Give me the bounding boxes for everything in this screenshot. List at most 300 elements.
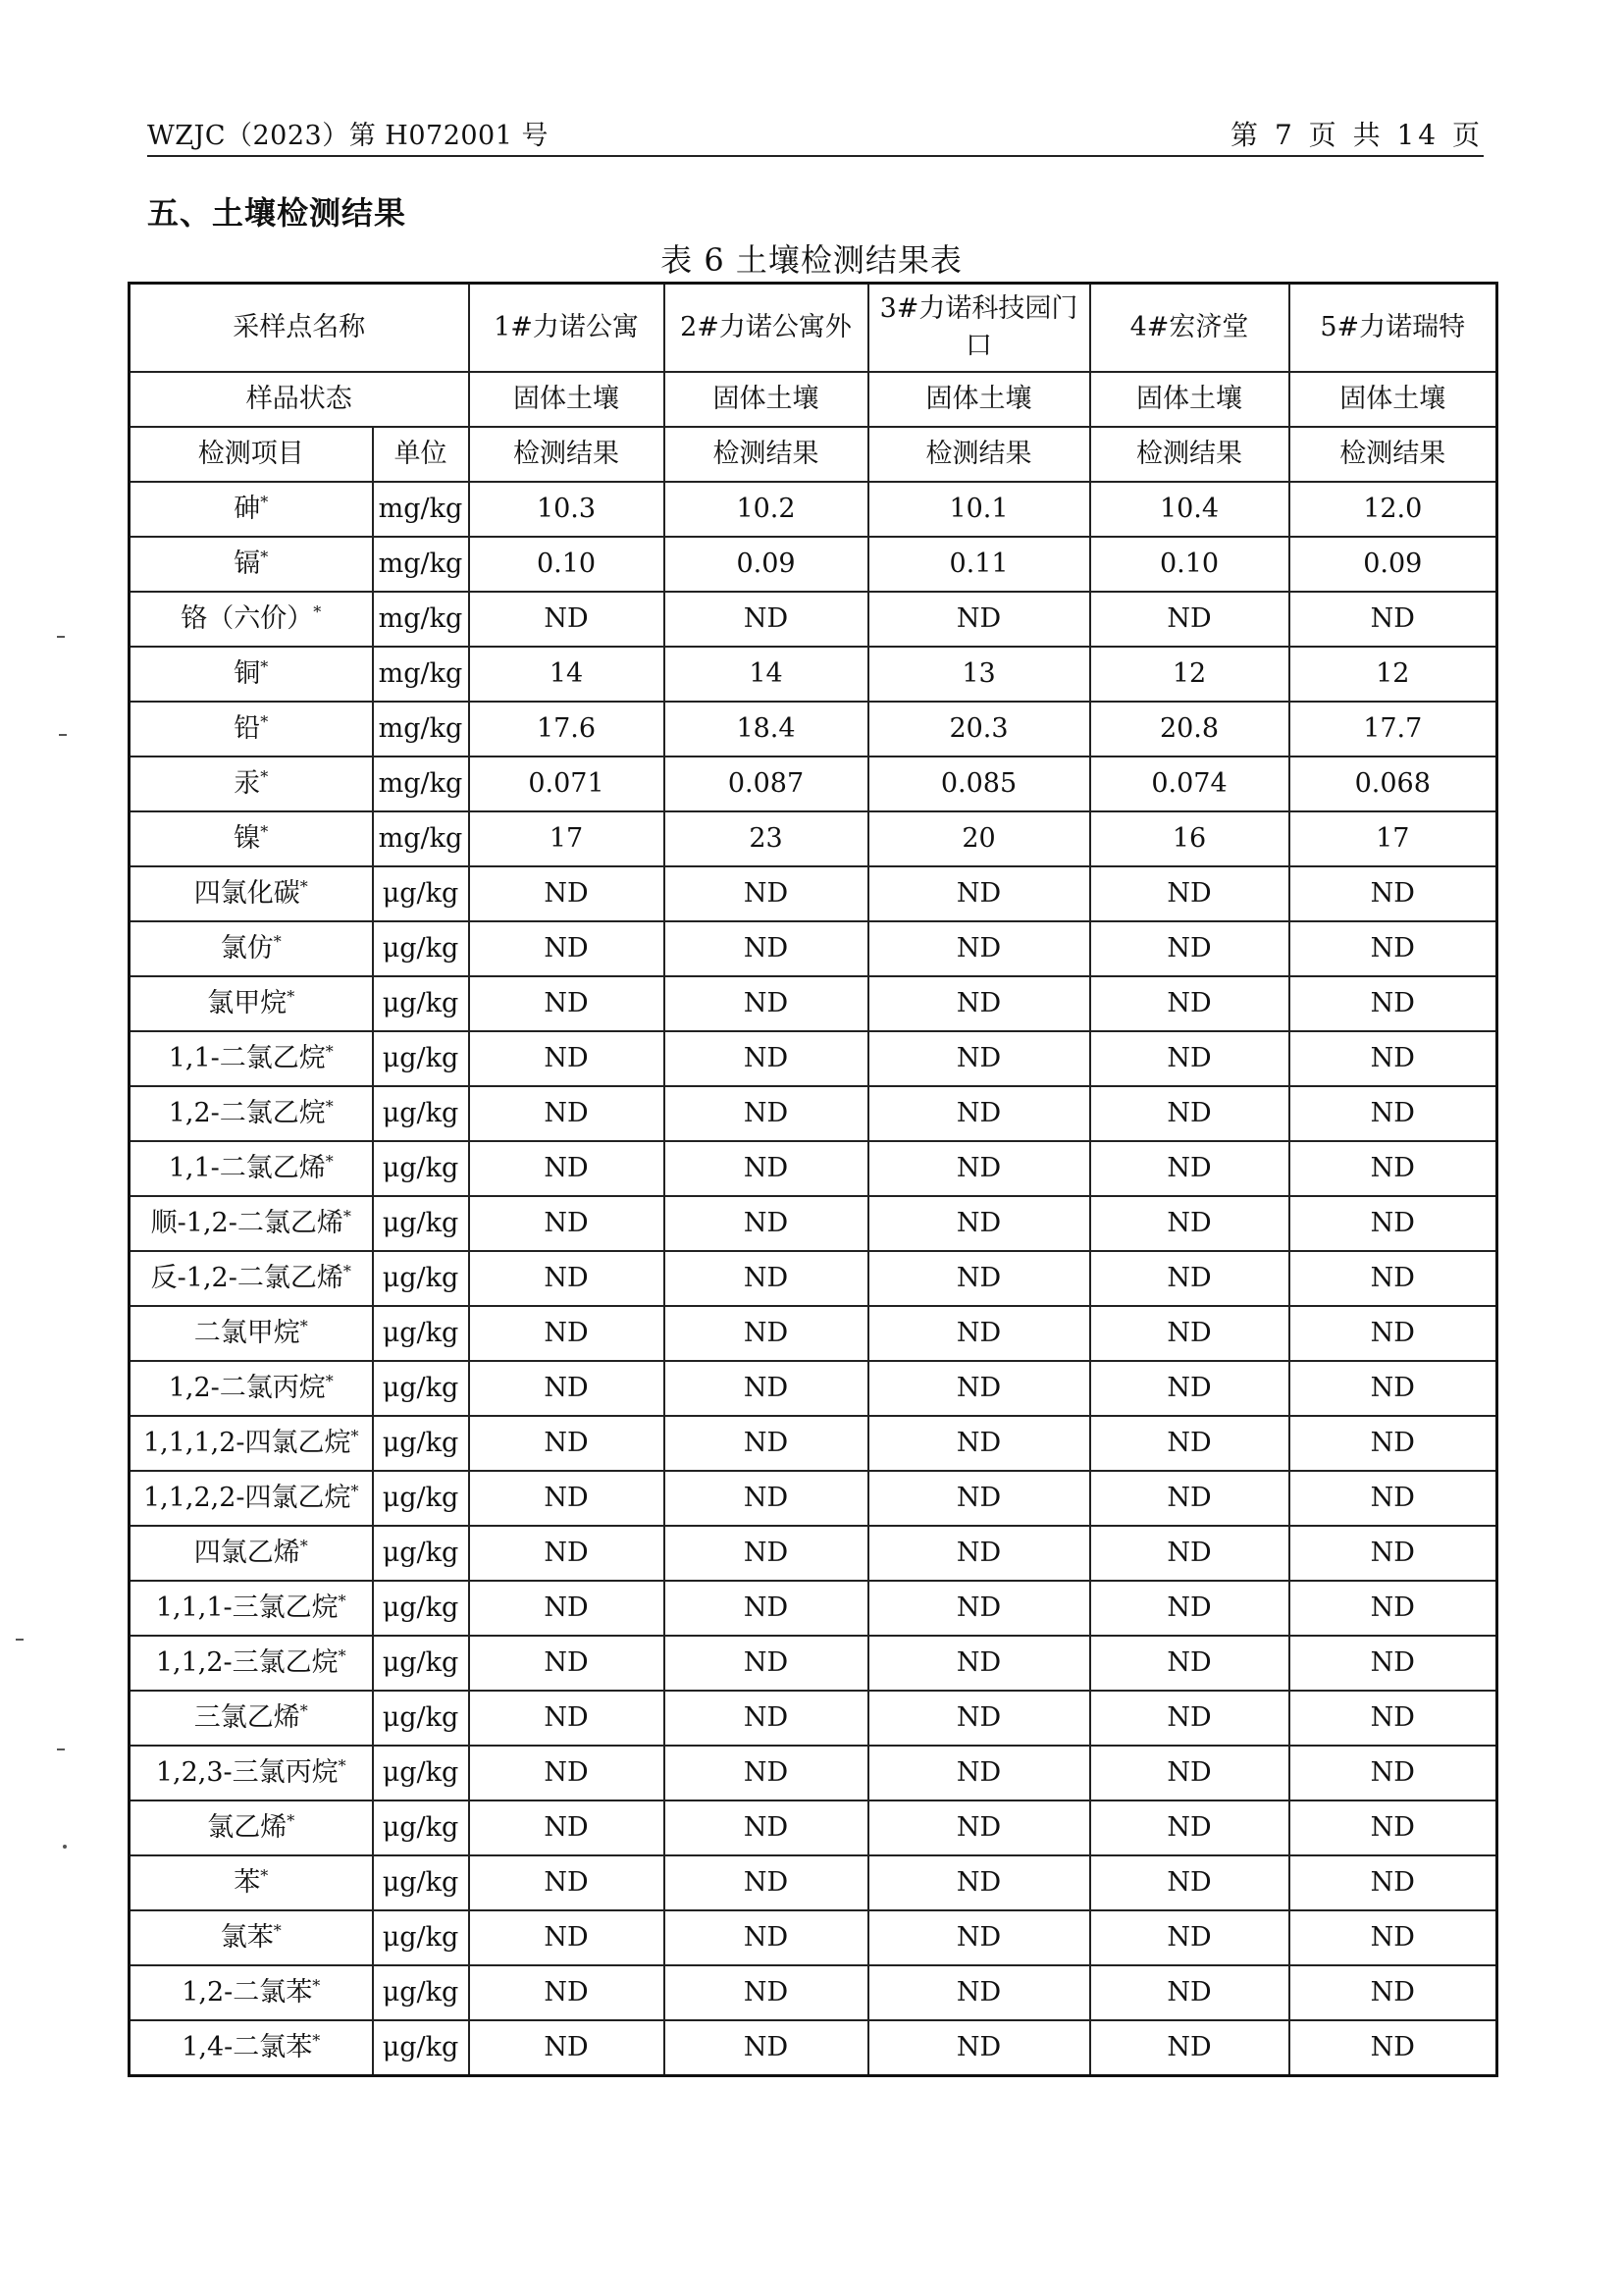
test-item-cell [130,976,373,1031]
sample-state-cell: 固体土壤 [1090,372,1289,427]
result-cell: ND [469,1196,664,1251]
accreditation-mark-icon: * [260,548,269,566]
test-item-name: 氯仿 [220,933,274,964]
test-item-cell [130,1965,373,2020]
sample-state-cell: 固体土壤 [664,372,868,427]
result-cell: ND [1090,1965,1289,2020]
result-cell: ND [868,1910,1090,1965]
scan-speck [16,1639,24,1641]
accreditation-mark-icon: * [299,877,308,896]
result-cell: ND [664,1251,868,1306]
result-cell: ND [664,1855,868,1910]
result-cell: ND [1289,1636,1497,1691]
test-item-name: 苯 [234,1867,261,1898]
result-cell: 18.4 [664,702,868,757]
accreditation-mark-icon: * [260,712,269,731]
result-cell: ND [1090,1196,1289,1251]
result-cell: ND [868,1746,1090,1800]
table-row [130,1910,1497,1965]
test-item-cell [130,1141,373,1196]
result-cell: ND [868,1416,1090,1471]
result-cell: ND [664,1471,868,1526]
unit-cell: μg/kg [373,1746,469,1800]
sample-state-label: 样品状态 [130,372,469,427]
result-cell: ND [1289,1691,1497,1746]
accreditation-mark-icon: * [325,1042,334,1061]
result-cell: ND [1289,1251,1497,1306]
accreditation-mark-icon: * [325,1097,334,1116]
test-item-cell [130,482,373,537]
result-cell: ND [664,1196,868,1251]
result-cell: ND [868,1581,1090,1636]
result-cell: ND [1090,2020,1289,2076]
result-cell: ND [868,1031,1090,1086]
test-item-cell [130,2020,373,2076]
test-item-name: 氯乙烯 [207,1812,288,1843]
accreditation-mark-icon: * [260,767,269,786]
result-cell: ND [469,1471,664,1526]
result-header: 检测结果 [469,427,664,482]
result-cell: ND [469,1416,664,1471]
test-item-cell [130,592,373,647]
result-cell: ND [1090,1306,1289,1361]
result-cell: ND [868,1361,1090,1416]
unit-cell: mg/kg [373,757,469,811]
test-item-name: 镍 [234,823,261,854]
accreditation-mark-icon: * [342,1207,351,1226]
test-item-name: 氯苯 [220,1922,274,1953]
result-cell: ND [469,1636,664,1691]
result-cell: 0.085 [868,757,1090,811]
table-row [130,757,1497,811]
result-cell: ND [1289,1196,1497,1251]
section-title: 五、土壤检测结果 [147,194,407,232]
result-cell: ND [868,1691,1090,1746]
result-cell: ND [1090,1800,1289,1855]
test-item-cell [130,811,373,866]
unit-cell: mg/kg [373,647,469,702]
unit-header: 单位 [373,427,469,482]
result-cell: 0.068 [1289,757,1497,811]
scan-speck [63,1845,67,1849]
result-cell: ND [1090,1086,1289,1141]
result-cell: ND [469,1800,664,1855]
result-cell: ND [1289,1141,1497,1196]
result-cell: ND [1289,2020,1497,2076]
result-cell: ND [664,1691,868,1746]
result-cell: ND [868,866,1090,921]
unit-cell: mg/kg [373,811,469,866]
result-cell: ND [1289,1581,1497,1636]
accreditation-mark-icon: * [342,1262,351,1280]
accreditation-mark-icon: * [338,1646,346,1665]
test-item-cell [130,1086,373,1141]
table-row [130,1855,1497,1910]
test-item-cell [130,1691,373,1746]
result-cell: 0.09 [1289,537,1497,592]
unit-cell: mg/kg [373,592,469,647]
test-item-cell [130,866,373,921]
test-item-name: 1,1,1,2-四氯乙烷 [142,1428,351,1458]
table-row [130,1800,1497,1855]
accreditation-mark-icon: * [338,1592,346,1610]
accreditation-mark-icon: * [325,1152,334,1171]
site-name-cell: 4#宏济堂 [1090,284,1289,373]
result-cell: ND [868,592,1090,647]
accreditation-mark-icon: * [260,1866,269,1885]
unit-cell: mg/kg [373,537,469,592]
result-cell: ND [1289,1361,1497,1416]
test-item-name: 四氯化碳 [193,878,300,909]
test-item-name: 1,4-二氯苯 [182,2032,313,2062]
result-cell: 17 [469,811,664,866]
result-cell: 20.3 [868,702,1090,757]
table-row [130,647,1497,702]
result-cell: ND [664,1746,868,1800]
page-header [147,112,1484,157]
result-cell: ND [1090,1746,1289,1800]
test-item-cell [130,1855,373,1910]
unit-cell: μg/kg [373,1086,469,1141]
table-body [130,284,1497,2076]
result-cell: 0.09 [664,537,868,592]
result-cell: 0.10 [469,537,664,592]
result-cell: 0.071 [469,757,664,811]
accreditation-mark-icon: * [273,932,282,951]
unit-cell: μg/kg [373,1031,469,1086]
table-row [130,976,1497,1031]
result-cell: ND [868,1855,1090,1910]
site-name-cell: 2#力诺公寓外 [664,284,868,373]
test-item-name: 1,2-二氯苯 [182,1977,313,2008]
unit-cell: μg/kg [373,1306,469,1361]
unit-cell: μg/kg [373,976,469,1031]
table-row [130,1471,1497,1526]
unit-cell: μg/kg [373,1141,469,1196]
result-cell: ND [868,1965,1090,2020]
result-cell: ND [1090,1581,1289,1636]
table-row [130,866,1497,921]
result-cell: ND [664,1526,868,1581]
test-item-cell [130,1361,373,1416]
result-cell: ND [664,976,868,1031]
result-cell: ND [1289,1965,1497,2020]
test-item-name: 铜 [234,658,261,689]
result-cell: ND [664,866,868,921]
table-row [130,1306,1497,1361]
result-cell: ND [1289,1910,1497,1965]
unit-cell: μg/kg [373,921,469,976]
result-cell: ND [868,1800,1090,1855]
test-item-name: 1,2-二氯乙烷 [168,1098,326,1128]
sample-state-cell: 固体土壤 [469,372,664,427]
result-cell: ND [469,1086,664,1141]
accreditation-mark-icon: * [260,822,269,841]
test-item-cell [130,1251,373,1306]
test-item-name: 二氯甲烷 [193,1318,300,1348]
unit-cell: μg/kg [373,1800,469,1855]
site-name-cell: 5#力诺瑞特 [1289,284,1497,373]
result-cell: ND [1289,1855,1497,1910]
test-item-name: 汞 [234,768,261,799]
result-cell: ND [469,1361,664,1416]
result-cell: ND [1289,1800,1497,1855]
table-row [130,1196,1497,1251]
sample-state-cell: 固体土壤 [1289,372,1497,427]
result-cell: ND [664,1416,868,1471]
result-cell: ND [1289,1526,1497,1581]
result-cell: 17.7 [1289,702,1497,757]
result-cell: ND [1289,921,1497,976]
result-cell: 17 [1289,811,1497,866]
result-cell: ND [1090,866,1289,921]
result-cell: ND [1289,1086,1497,1141]
site-name-cell: 1#力诺公寓 [469,284,664,373]
result-cell: 10.4 [1090,482,1289,537]
scan-speck [59,734,67,736]
result-cell: ND [469,592,664,647]
result-cell: ND [469,1526,664,1581]
test-item-name: 四氯乙烯 [193,1538,300,1568]
result-cell: ND [469,866,664,921]
result-cell: 0.074 [1090,757,1289,811]
unit-cell: μg/kg [373,1251,469,1306]
result-cell: ND [664,1361,868,1416]
test-item-cell [130,1800,373,1855]
scan-speck [57,1748,65,1750]
test-item-name: 砷 [234,494,261,524]
accreditation-mark-icon: * [260,493,269,511]
test-item-name: 1,2,3-三氯丙烷 [155,1757,339,1788]
result-cell: 10.3 [469,482,664,537]
test-item-name: 1,1-二氯乙烯 [168,1153,326,1183]
result-cell: ND [1289,1471,1497,1526]
test-item-cell [130,1416,373,1471]
test-item-cell [130,921,373,976]
result-cell: ND [1090,592,1289,647]
result-cell: 14 [469,647,664,702]
table-row [130,537,1497,592]
unit-cell: μg/kg [373,1691,469,1746]
result-cell: ND [868,921,1090,976]
table-row [130,1746,1497,1800]
site-name-cell: 3#力诺科技园门口 [868,284,1090,373]
item-header: 检测项目 [130,427,373,482]
result-header: 检测结果 [868,427,1090,482]
result-cell: 10.1 [868,482,1090,537]
test-item-cell [130,1526,373,1581]
accreditation-mark-icon: * [312,1976,321,1995]
scan-speck [57,636,65,638]
test-item-cell [130,647,373,702]
result-cell: 12.0 [1289,482,1497,537]
test-item-cell [130,1196,373,1251]
result-cell: ND [664,1086,868,1141]
result-cell: ND [469,1691,664,1746]
result-cell: 13 [868,647,1090,702]
result-cell: 10.2 [664,482,868,537]
test-item-name: 1,1,2-三氯乙烷 [155,1647,339,1678]
unit-cell: μg/kg [373,1196,469,1251]
test-item-cell [130,1746,373,1800]
result-cell: ND [664,2020,868,2076]
table-row [130,1691,1497,1746]
result-cell: ND [868,1251,1090,1306]
table-row [130,811,1497,866]
result-cell: ND [469,1031,664,1086]
column-header-row [130,427,1497,482]
result-cell: ND [868,1471,1090,1526]
result-cell: 16 [1090,811,1289,866]
result-cell: 0.10 [1090,537,1289,592]
table-row [130,1251,1497,1306]
test-item-cell [130,757,373,811]
table-row [130,1526,1497,1581]
test-item-name: 1,1,1-三氯乙烷 [155,1592,339,1623]
test-item-name: 铬（六价） [181,603,314,634]
result-cell: ND [469,1251,664,1306]
result-cell: 20.8 [1090,702,1289,757]
unit-cell: μg/kg [373,1855,469,1910]
table-row [130,1581,1497,1636]
result-cell: 17.6 [469,702,664,757]
accreditation-mark-icon: * [312,2031,321,2050]
result-cell: ND [868,1306,1090,1361]
test-item-cell [130,1636,373,1691]
table-caption-text: 表 6 土壤检测结果表 [660,241,963,279]
result-cell: ND [664,1141,868,1196]
result-cell: ND [664,921,868,976]
result-cell: ND [664,1965,868,2020]
result-cell: ND [469,1581,664,1636]
result-cell: ND [664,592,868,647]
unit-cell: μg/kg [373,1910,469,1965]
unit-cell: μg/kg [373,1526,469,1581]
test-item-name: 反-1,2-二氯乙烯 [150,1263,343,1293]
result-cell: ND [1289,976,1497,1031]
test-item-name: 1,1-二氯乙烷 [168,1043,326,1073]
result-cell: ND [664,1800,868,1855]
table-row [130,1416,1497,1471]
unit-cell: μg/kg [373,866,469,921]
result-cell: ND [868,1086,1090,1141]
result-cell: 23 [664,811,868,866]
unit-cell: μg/kg [373,1471,469,1526]
unit-cell: mg/kg [373,482,469,537]
site-name-row [130,284,1497,373]
table-row [130,702,1497,757]
accreditation-mark-icon: * [260,657,269,676]
result-cell: 14 [664,647,868,702]
table-row [130,482,1497,537]
test-item-name: 1,2-二氯丙烷 [168,1373,326,1403]
result-cell: ND [1090,1855,1289,1910]
result-cell: ND [664,1581,868,1636]
accreditation-mark-icon: * [299,1701,308,1720]
test-item-cell [130,1471,373,1526]
result-cell: ND [1090,1526,1289,1581]
result-cell: ND [1289,1031,1497,1086]
test-item-name: 镉 [234,548,261,579]
result-cell: ND [469,1306,664,1361]
result-cell: 20 [868,811,1090,866]
result-cell: ND [868,1141,1090,1196]
table-row [130,1031,1497,1086]
accreditation-mark-icon: * [299,1317,308,1335]
result-cell: ND [1090,976,1289,1031]
soil-results-table [128,282,1498,2077]
test-item-cell [130,1910,373,1965]
result-header: 检测结果 [1289,427,1497,482]
result-cell: ND [1090,1471,1289,1526]
unit-cell: mg/kg [373,702,469,757]
result-cell: ND [1090,1141,1289,1196]
accreditation-mark-icon: * [299,1537,308,1555]
result-cell: ND [868,1196,1090,1251]
result-header: 检测结果 [664,427,868,482]
accreditation-mark-icon: * [313,602,322,621]
report-number: WZJC（2023）第 H072001 号 [147,121,549,151]
result-cell: ND [1090,1691,1289,1746]
test-item-name: 顺-1,2-二氯乙烯 [150,1208,343,1238]
result-cell: ND [1289,1306,1497,1361]
table-row [130,1086,1497,1141]
result-cell: ND [1090,921,1289,976]
sample-state-cell: 固体土壤 [868,372,1090,427]
table-row [130,592,1497,647]
result-cell: ND [1289,866,1497,921]
result-cell: ND [664,1031,868,1086]
result-cell: ND [469,1746,664,1800]
unit-cell: μg/kg [373,1581,469,1636]
test-item-cell [130,1306,373,1361]
result-cell: ND [868,976,1090,1031]
test-item-cell [130,1031,373,1086]
test-item-name: 氯甲烷 [207,988,288,1018]
result-cell: ND [469,2020,664,2076]
result-cell: ND [469,1141,664,1196]
test-item-name: 1,1,2,2-四氯乙烷 [142,1483,351,1513]
result-cell: ND [868,1636,1090,1691]
result-cell: ND [469,1855,664,1910]
result-cell: ND [868,1526,1090,1581]
result-cell: 12 [1289,647,1497,702]
table-row [130,921,1497,976]
result-cell: 12 [1090,647,1289,702]
result-cell: ND [664,1306,868,1361]
result-cell: ND [1090,1636,1289,1691]
table-row [130,1361,1497,1416]
table-row [130,1141,1497,1196]
accreditation-mark-icon: * [273,1921,282,1940]
result-cell: ND [1090,1251,1289,1306]
result-cell: ND [1090,1910,1289,1965]
accreditation-mark-icon: * [287,987,295,1006]
result-cell: ND [1090,1416,1289,1471]
result-cell: ND [664,1910,868,1965]
result-cell: ND [664,1636,868,1691]
result-cell: ND [469,1965,664,2020]
accreditation-mark-icon: * [338,1756,346,1775]
unit-cell: μg/kg [373,2020,469,2076]
result-cell: 0.087 [664,757,868,811]
test-item-name: 三氯乙烯 [193,1702,300,1733]
unit-cell: μg/kg [373,1965,469,2020]
result-cell: ND [1289,1746,1497,1800]
test-item-cell [130,702,373,757]
table-row [130,1965,1497,2020]
result-cell: ND [469,921,664,976]
